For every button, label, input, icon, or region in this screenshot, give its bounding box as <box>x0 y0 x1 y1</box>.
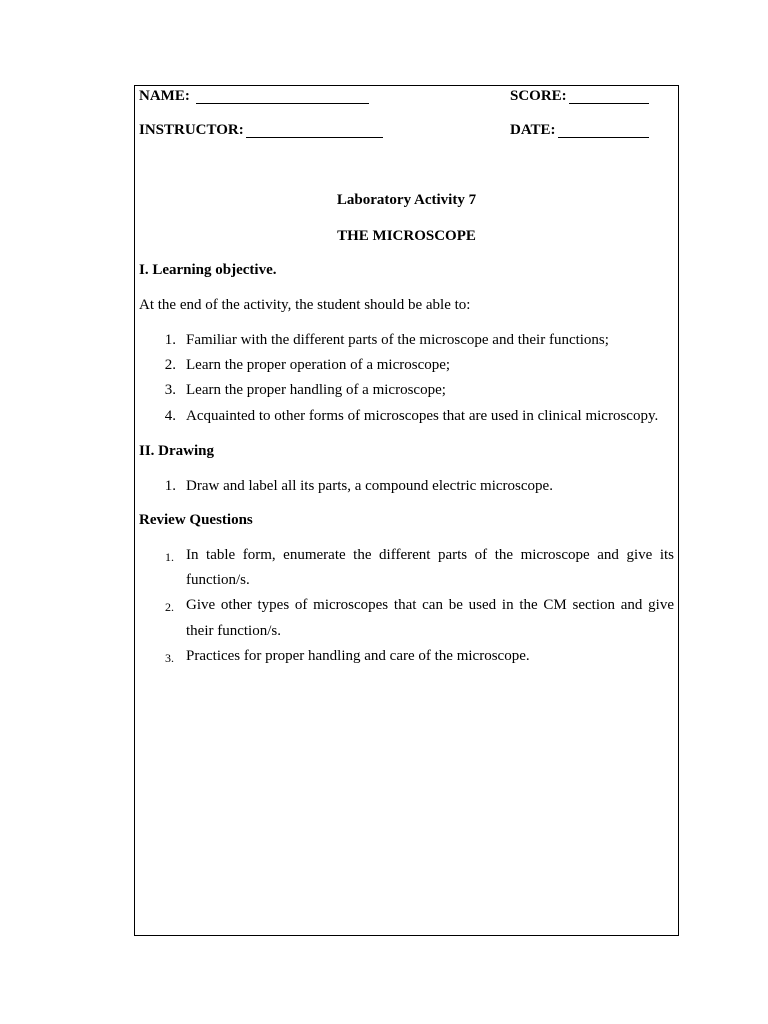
subject-title: THE MICROSCOPE <box>337 228 476 244</box>
list-item-number: 2. <box>165 600 174 614</box>
drawing-heading: II. Drawing <box>139 443 215 459</box>
list-item-number: 1. <box>165 550 174 564</box>
date-label: DATE: <box>510 122 556 138</box>
list-item-number: 3. <box>164 382 176 398</box>
learning-objective-intro: At the end of the activity, the student should be able to: <box>139 297 471 313</box>
activity-title: Laboratory Activity 7 <box>336 192 477 208</box>
date-blank-line[interactable] <box>558 137 649 138</box>
list-item-number: 1. <box>164 332 176 348</box>
score-blank-line[interactable] <box>569 103 649 104</box>
list-item: Draw and label all its parts, a compound electric microscope. <box>186 478 553 494</box>
review-questions-heading: Review Questions <box>139 512 253 528</box>
list-item-number: 3. <box>165 651 174 665</box>
learning-objective-heading: I. Learning objective. <box>139 262 277 278</box>
list-item: Give other types of microscopes that can be used in the CM section and give <box>186 597 674 613</box>
list-item: Acquainted to other forms of microscopes that are used in clinical microscopy. <box>186 408 659 424</box>
list-item-continuation: their function/s. <box>186 623 281 639</box>
list-item: Learn the proper operation of a microscope; <box>186 357 451 373</box>
name-blank-line[interactable] <box>196 103 369 104</box>
list-item: Learn the proper handling of a microscope; <box>186 382 446 398</box>
list-item-number: 4. <box>164 408 176 424</box>
list-item: Familiar with the different parts of the microscope and their functions; <box>186 332 609 348</box>
list-item-number: 2. <box>164 357 176 373</box>
instructor-blank-line[interactable] <box>246 137 383 138</box>
instructor-label: INSTRUCTOR: <box>139 122 244 138</box>
list-item-number: 1. <box>164 478 176 494</box>
name-label: NAME: <box>139 88 190 104</box>
score-label: SCORE: <box>510 88 567 104</box>
list-item: Practices for proper handling and care of the microscope. <box>186 648 530 664</box>
worksheet-frame <box>134 85 679 936</box>
list-item: In table form, enumerate the different parts of the microscope and give its <box>186 547 674 563</box>
list-item-continuation: function/s. <box>186 572 250 588</box>
